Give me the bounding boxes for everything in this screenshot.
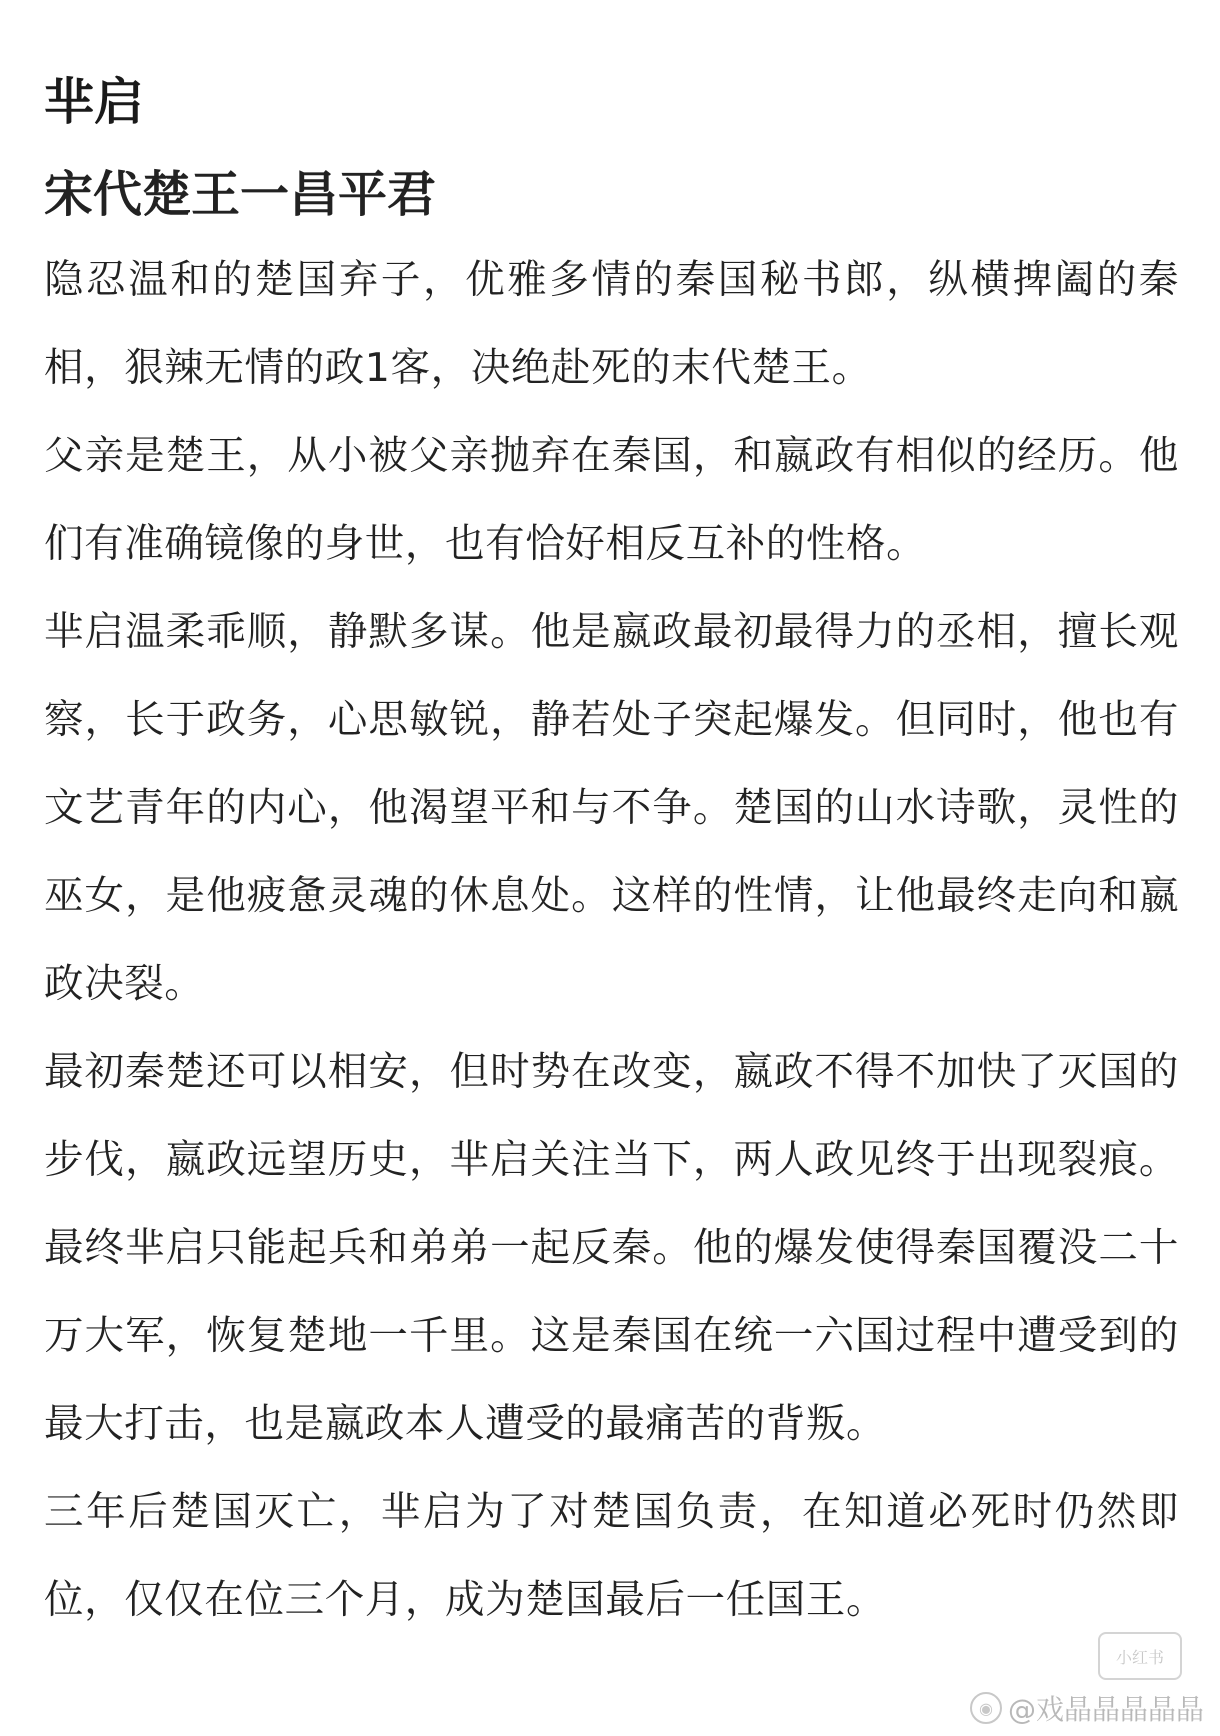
paragraph-2: 父亲是楚王，从小被父亲抛弃在秦国，和嬴政有相似的经历。他们有准确镜像的身世，也有恰好相反互补的性格。: [44, 433, 1179, 567]
paragraph-3: 芈启温柔乖顺，静默多谋。他是嬴政最初最得力的丞相，擅长观察，长于政务，心思敏锐，静若处子突起爆发。但同时，他也有文艺青年的内心，他渴望平和与不争。楚国的山水诗歌，灵性的巫女，是他疲惫灵魂的休息处。这样的性情，让他最终走向和嬴政决裂。: [44, 609, 1179, 1007]
watermark-text: @戏晶晶晶晶晶: [1007, 1693, 1204, 1726]
weibo-logo-icon: ◉: [970, 1692, 1002, 1724]
paragraph-4: 最初秦楚还可以相安，但时势在改变，嬴政不得不加快了灭国的步伐，嬴政远望历史，芈启关注当下，两人政见终于出现裂痕。最终芈启只能起兵和弟弟一起反秦。他的爆发使得秦国覆没二十万大军，恢复楚地一千里。这是秦国在统一六国过程中遭受到的最大打击，也是嬴政本人遭受的最痛苦的背叛。: [44, 1049, 1179, 1447]
xiaohongshu-badge: 小红书: [1098, 1632, 1182, 1680]
page-subtitle: 宋代楚王一昌平君: [44, 166, 437, 223]
paragraph-5: 三年后楚国灭亡，芈启为了对楚国负责，在知道必死时仍然即位，仅仅在位三个月，成为楚国最后一任国王。: [44, 1489, 1179, 1623]
watermark: [970, 1688, 1204, 1728]
article: [44, 62, 1179, 1644]
page-title: 芈启: [44, 73, 144, 131]
paragraph-1: 隐忍温和的楚国弃子，优雅多情的秦国秘书郎，纵横捭阖的秦相，狠辣无情的政1客，决绝赴死的末代楚王。: [44, 257, 1179, 391]
